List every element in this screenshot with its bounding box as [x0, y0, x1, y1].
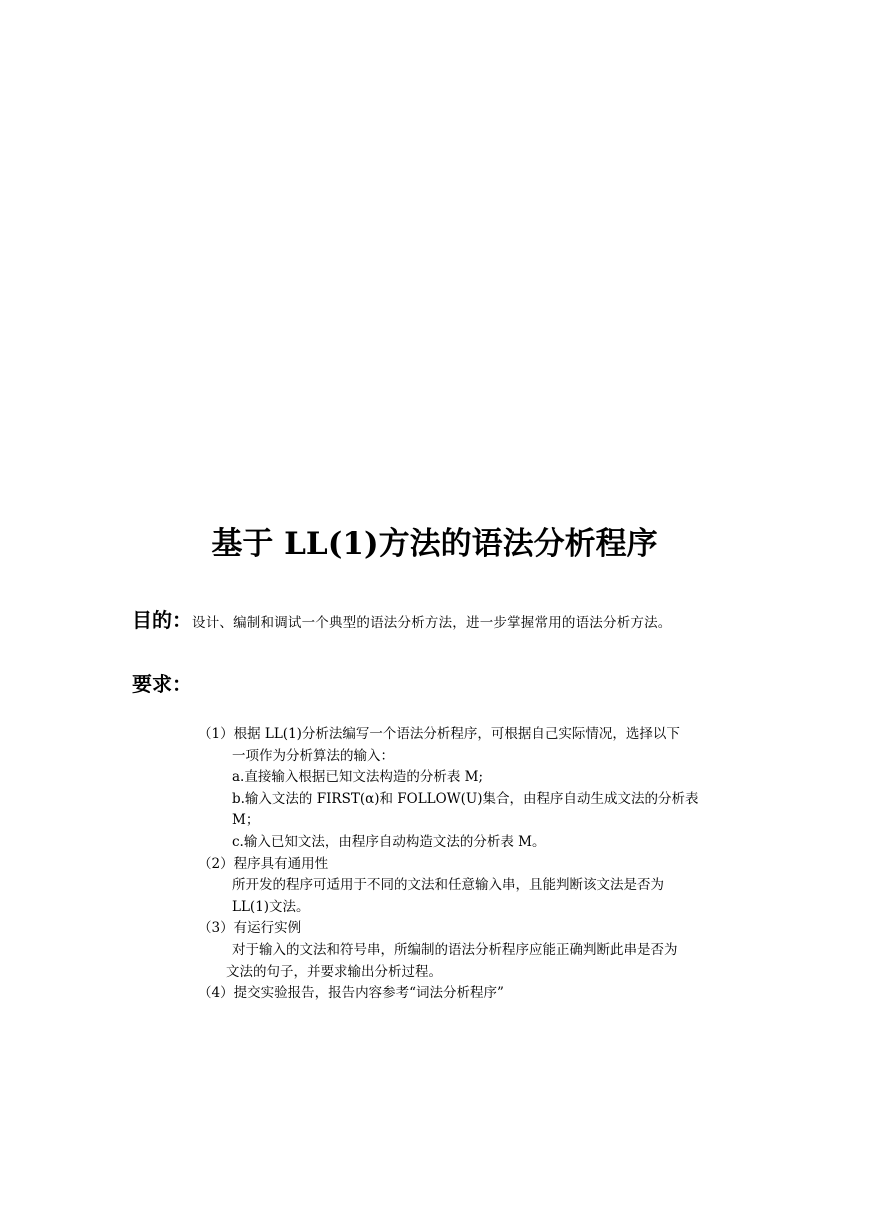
- requirement-option-b: b.输入文法的 FIRST(α)和 FOLLOW(U)集合，由程序自动生成文法的分析表: [232, 790, 699, 807]
- requirement-item-1-continuation: 一项作为分析算法的输入：: [232, 747, 394, 764]
- requirement-item-2-detail: 所开发的程序可适用于不同的文法和任意输入串，且能判断该文法是否为: [232, 877, 664, 894]
- requirement-item-3-detail: 对于输入的文法和符号串，所编制的语法分析程序应能正确判断此串是否为: [232, 941, 678, 958]
- requirements-list: [198, 724, 743, 1005]
- requirement-item-2: （2）程序具有通用性: [198, 855, 329, 872]
- purpose-section: [132, 607, 672, 636]
- requirements-label: 要求：: [132, 672, 192, 696]
- requirement-item-2-detail-continuation: LL(1)文法。: [232, 898, 310, 915]
- requirement-option-c: c.输入已知文法，由程序自动构造文法的分析表 M。: [232, 833, 546, 850]
- requirement-item-3: （3）有运行实例: [198, 920, 302, 937]
- requirement-option-a: a.直接输入根据已知文法构造的分析表 M;: [232, 769, 484, 786]
- requirement-option-b-continuation: M；: [232, 812, 260, 829]
- requirements-section: [132, 670, 192, 700]
- purpose-label: 目的：: [132, 608, 192, 632]
- requirement-item-1: （1）根据 LL(1)分析法编写一个语法分析程序，可根据自己实际情况，选择以下: [198, 726, 680, 742]
- requirement-item-3-detail-continuation: 文法的句子，并要求输出分析过程。: [226, 963, 442, 980]
- document-title: 基于 LL(1)方法的语法分析程序: [211, 526, 658, 562]
- purpose-text: 设计、编制和调试一个典型的语法分析方法，进一步掌握常用的语法分析方法。: [192, 615, 672, 631]
- requirement-item-4: （4）提交实验报告，报告内容参考“词法分析程序”: [198, 985, 504, 1002]
